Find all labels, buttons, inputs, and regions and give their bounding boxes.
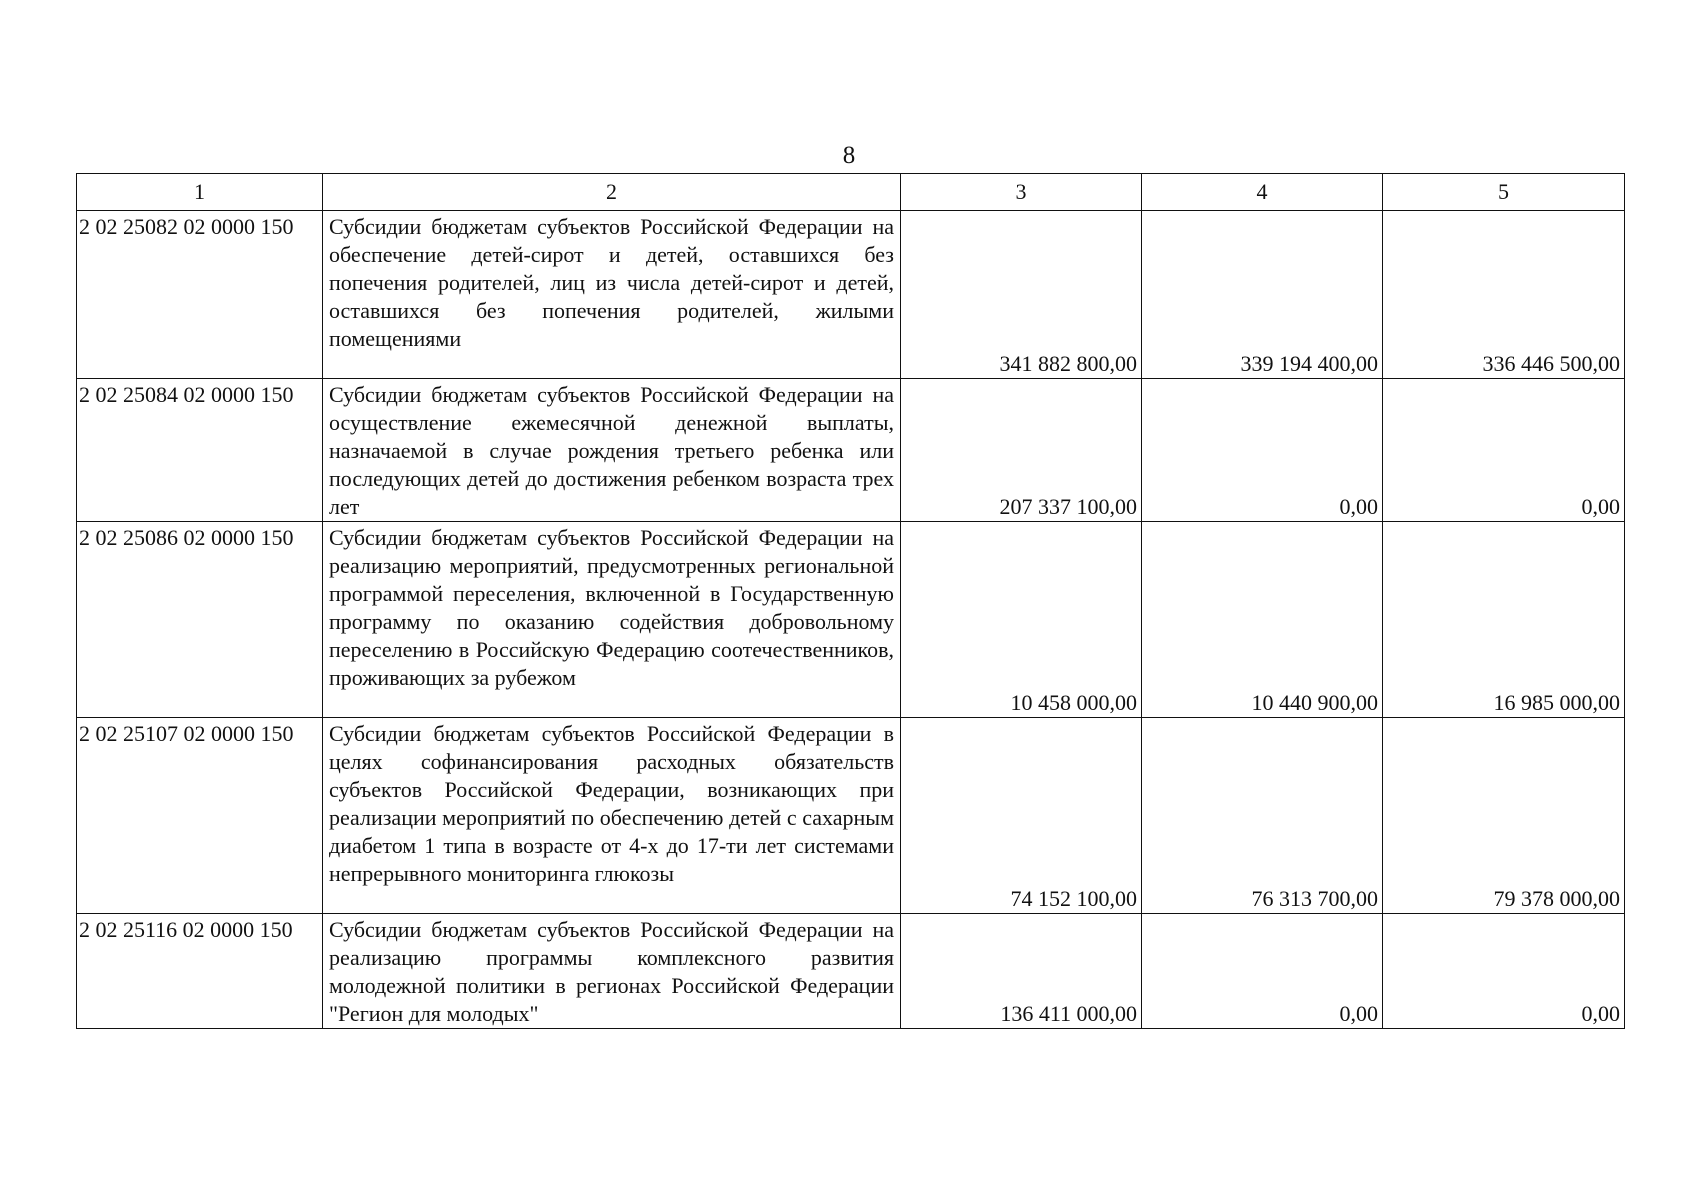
budget-code: 2 02 25086 02 0000 150 [77,522,323,718]
amount-col-4: 0,00 [1142,914,1383,1029]
header-col-4: 4 [1142,174,1383,211]
table-row [77,718,1625,914]
amount-col-5: 79 378 000,00 [1383,718,1625,914]
amount-col-3: 136 411 000,00 [901,914,1142,1029]
table-row [77,522,1625,718]
amount-col-5: 336 446 500,00 [1383,211,1625,379]
amount-col-3: 74 152 100,00 [901,718,1142,914]
budget-code: 2 02 25084 02 0000 150 [77,379,323,522]
budget-table [76,173,1625,1029]
amount-col-4: 10 440 900,00 [1142,522,1383,718]
amount-col-3: 10 458 000,00 [901,522,1142,718]
table-row [77,211,1625,379]
row-description: Субсидии бюджетам субъектов Российской Федерации в целях софинансирования расходных обязательств субъектов Российской Федерации, возникающих при реализации мероприятий по обеспечению детей с сахарным диабетом 1 типа в возрасте от 4-х до 17-ти лет системами непрерывного мониторинга глюкозы [323,718,901,914]
row-description: Субсидии бюджетам субъектов Российской Федерации на обеспечение детей-сирот и детей, оставшихся без попечения родителей, лиц из числа детей-сирот и детей, оставшихся без попечения родителей, жилыми помещениями [323,211,901,379]
page-number: 8 [842,142,856,169]
amount-col-5: 0,00 [1383,914,1625,1029]
header-row [77,174,1625,211]
table-header [77,174,1625,211]
row-description: Субсидии бюджетам субъектов Российской Федерации на осуществление ежемесячной денежной выплаты, назначаемой в случае рождения третьего ребенка или последующих детей до достижения ребенком возраста трех лет [323,379,901,522]
amount-col-4: 0,00 [1142,379,1383,522]
amount-col-5: 0,00 [1383,379,1625,522]
header-col-3: 3 [901,174,1142,211]
budget-code: 2 02 25107 02 0000 150 [77,718,323,914]
row-description: Субсидии бюджетам субъектов Российской Федерации на реализацию мероприятий, предусмотренных региональной программой переселения, включенной в Государственную программу по оказанию содействия добровольному переселению в Российскую Федерацию соотечественников, проживающих за рубежом [323,522,901,718]
table-row [77,379,1625,522]
amount-col-3: 341 882 800,00 [901,211,1142,379]
header-col-1: 1 [77,174,323,211]
header-col-5: 5 [1383,174,1625,211]
amount-col-4: 76 313 700,00 [1142,718,1383,914]
amount-col-5: 16 985 000,00 [1383,522,1625,718]
amount-col-3: 207 337 100,00 [901,379,1142,522]
header-col-2: 2 [323,174,901,211]
table-body [77,211,1625,1029]
row-description: Субсидии бюджетам субъектов Российской Федерации на реализацию программы комплексного развития молодежной политики в регионах Российской Федерации "Регион для молодых" [323,914,901,1029]
amount-col-4: 339 194 400,00 [1142,211,1383,379]
budget-code: 2 02 25082 02 0000 150 [77,211,323,379]
budget-code: 2 02 25116 02 0000 150 [77,914,323,1029]
table-row [77,914,1625,1029]
